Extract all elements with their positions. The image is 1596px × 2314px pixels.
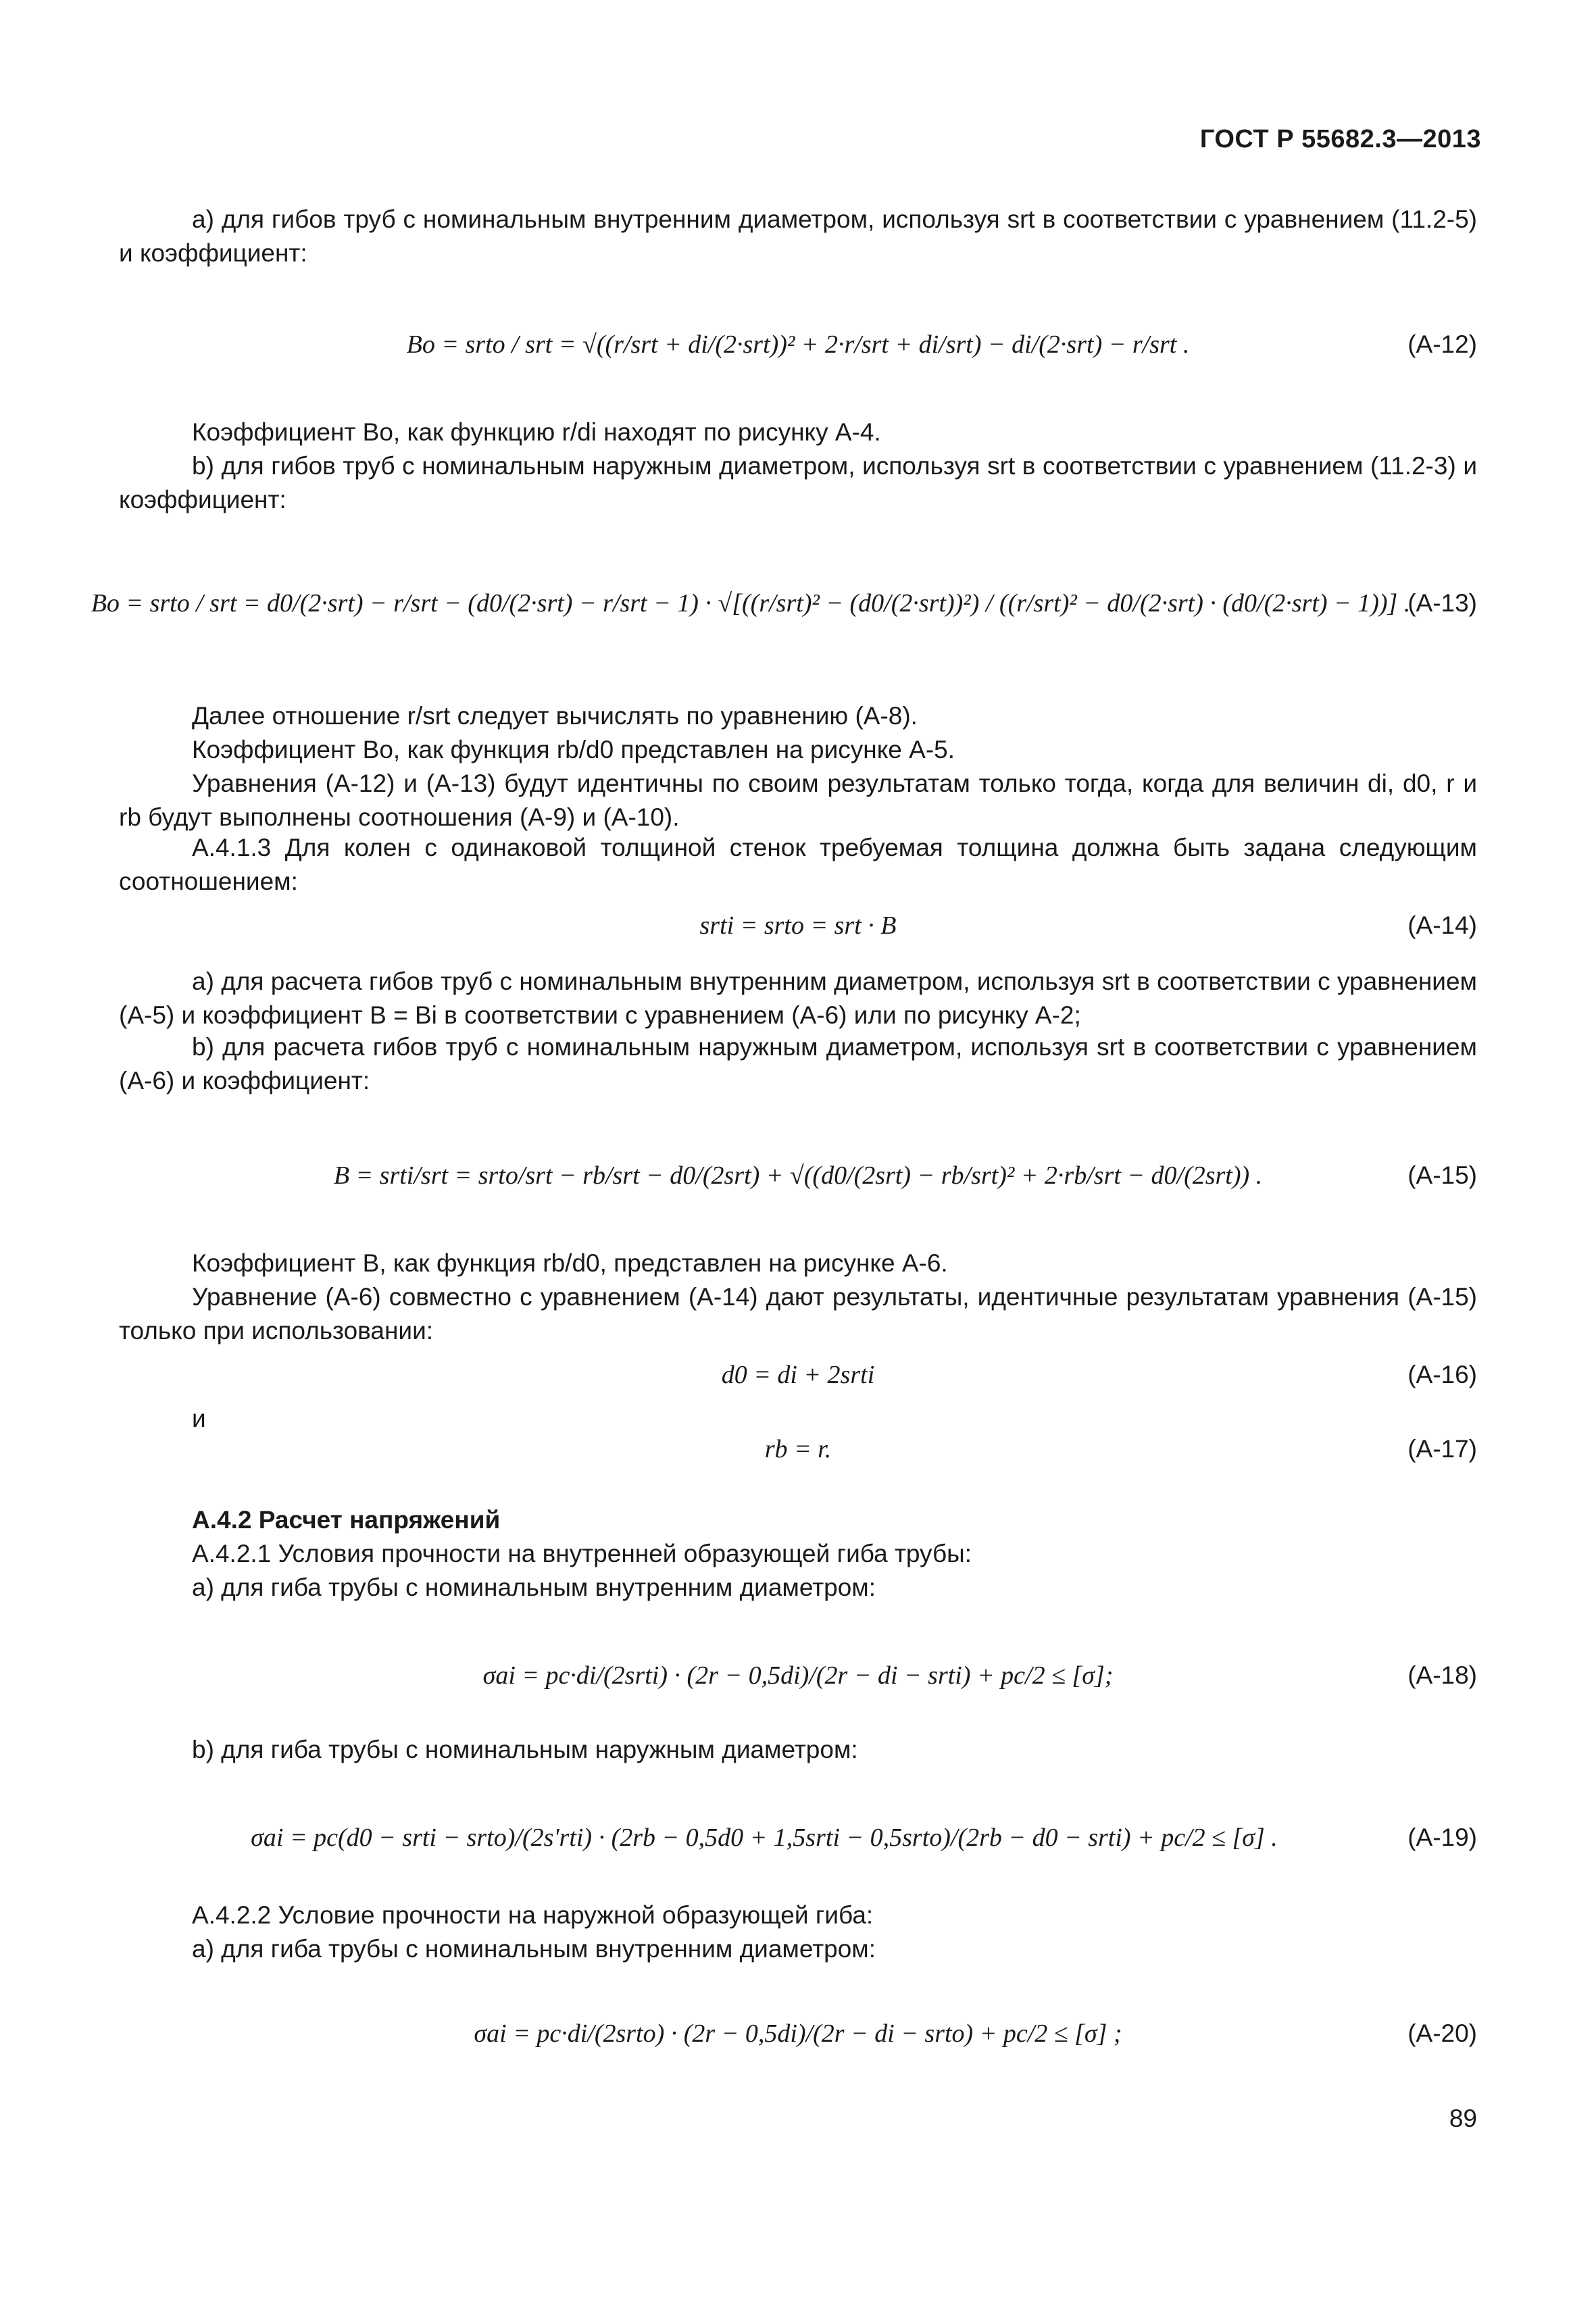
paragraph: А.4.2.1 Условия прочности на внутренней образующей гиба трубы: xyxy=(192,1540,972,1567)
formula: srti = srto = srt · B xyxy=(699,911,897,940)
formula: Bo = srto / srt = d0/(2·srt) − r/srt − (d0/(2·srt) − r/srt − 1) · √[((r/srt)² − (d0/(2·srt))²) / ((r/srt)² − d0/(2·srt) · (d0/(2·srt) − 1))] . xyxy=(91,588,1411,618)
paragraph: А.4.2.2 Условие прочности на наружной образующей гиба: xyxy=(192,1901,874,1929)
equation-number: (А-16) xyxy=(1407,1361,1477,1388)
paragraph: Коэффициент B, как функция rb/d0, представлен на рисунке А-6. xyxy=(192,1249,948,1277)
paragraph: А.4.1.3 Для колен с одинаковой толщиной стенок требуемая толщина должна быть задана следующим соотношением: xyxy=(119,834,1477,895)
equation-number: (А-14) xyxy=(1407,911,1477,939)
formula: d0 = di + 2srti xyxy=(721,1361,875,1389)
equation-a17 xyxy=(119,1426,1477,1473)
equation-a20 xyxy=(119,1993,1477,2074)
paragraph: b) для расчета гибов труб с номинальным наружным диаметром, используя srt в соответствии с уравнением (А-6) и коэффициент: xyxy=(119,1033,1477,1095)
paragraph: а) для гибов труб с номинальным внутренним диаметром, используя srt в соответствии с уравнением (11.2-5) и коэффициент: xyxy=(119,205,1477,267)
equation-number: (А-17) xyxy=(1407,1435,1477,1463)
formula: B = srti/srt = srto/srt − rb/srt − d0/(2srt) + √((d0/(2srt) − rb/srt)² + 2·rb/srt − d0/(2srt)) . xyxy=(333,1161,1263,1190)
paragraph: Уравнение (А-6) совместно с уравнением (А-14) дают результаты, идентичные результатам уравнения (А-15) только при использовании: xyxy=(119,1283,1477,1344)
formula: σai = pc·di/(2srto) · (2r − 0,5di)/(2r − di − srto) + pc/2 ≤ [σ] ; xyxy=(474,2019,1122,2048)
equation-number: (А-20) xyxy=(1407,2019,1477,2047)
paragraph: и xyxy=(192,1405,206,1432)
standard-header: ГОСТ Р 55682.3—2013 xyxy=(1199,125,1481,153)
paragraph: Коэффициент Bo, как функция rb/d0 представлен на рисунке А-5. xyxy=(192,736,955,763)
equation-a12 xyxy=(119,304,1477,385)
page-number: 89 xyxy=(1449,2105,1477,2132)
section-title-text: А.4.2 Расчет напряжений xyxy=(192,1506,501,1534)
paragraph: а) для гиба трубы с номинальным внутренним диаметром: xyxy=(192,1935,876,1963)
paragraph: а) для гиба трубы с номинальным внутренним диаметром: xyxy=(192,1574,876,1601)
paragraph: а) для расчета гибов труб с номинальным внутренним диаметром, используя srt в соответствии с уравнением (А-5) и коэффициент B = Bi в соответствии с уравнением (А-6) или по рисунку А-2; xyxy=(119,967,1477,1029)
equation-number: (А-18) xyxy=(1407,1661,1477,1689)
equation-number: (А-15) xyxy=(1407,1161,1477,1189)
formula: σai = pc·di/(2srti) · (2r − 0,5di)/(2r − di − srti) + pc/2 ≤ [σ]; xyxy=(482,1661,1114,1690)
paragraph: Уравнения (А-12) и (А-13) будут идентичны по своим результатам только тогда, когда для величин di, d0, r и rb будут выполнены соотношения (А-9) и (А-10). xyxy=(119,770,1477,831)
equation-a13 xyxy=(91,544,1477,662)
equation-number: (А-19) xyxy=(1407,1823,1477,1851)
formula: Bo = srto / srt = √((r/srt + di/(2·srt))² + 2·r/srt + di/srt) − di/(2·srt) − r/srt . xyxy=(406,330,1190,359)
paragraph: Коэффициент Bo, как функцию r/di находят по рисунку А-4. xyxy=(192,418,881,446)
section-title xyxy=(119,1503,1477,1537)
equation-a18 xyxy=(119,1635,1477,1716)
paragraph: b) для гибов труб с номинальным наружным диаметром, используя srt в соответствии с уравнением (11.2-3) и коэффициент: xyxy=(119,452,1477,513)
equation-number: (А-13) xyxy=(1407,588,1477,617)
paragraph: b) для гиба трубы с номинальным наружным диаметром: xyxy=(192,1736,858,1763)
equation-a19 xyxy=(119,1797,1477,1878)
paragraph: Далее отношение r/srt следует вычислять по уравнению (А-8). xyxy=(192,702,918,730)
formula: rb = r. xyxy=(764,1435,832,1463)
formula: σai = pc(d0 − srti − srto)/(2s'rti) · (2rb − 0,5d0 + 1,5srti − 0,5srto)/(2rb − d0 − srti) + pc/2 ≤ [σ] . xyxy=(251,1823,1278,1852)
equation-a16 xyxy=(119,1351,1477,1399)
equation-number: (А-12) xyxy=(1407,330,1477,358)
equation-a15 xyxy=(119,1135,1477,1216)
equation-a14 xyxy=(119,899,1477,953)
